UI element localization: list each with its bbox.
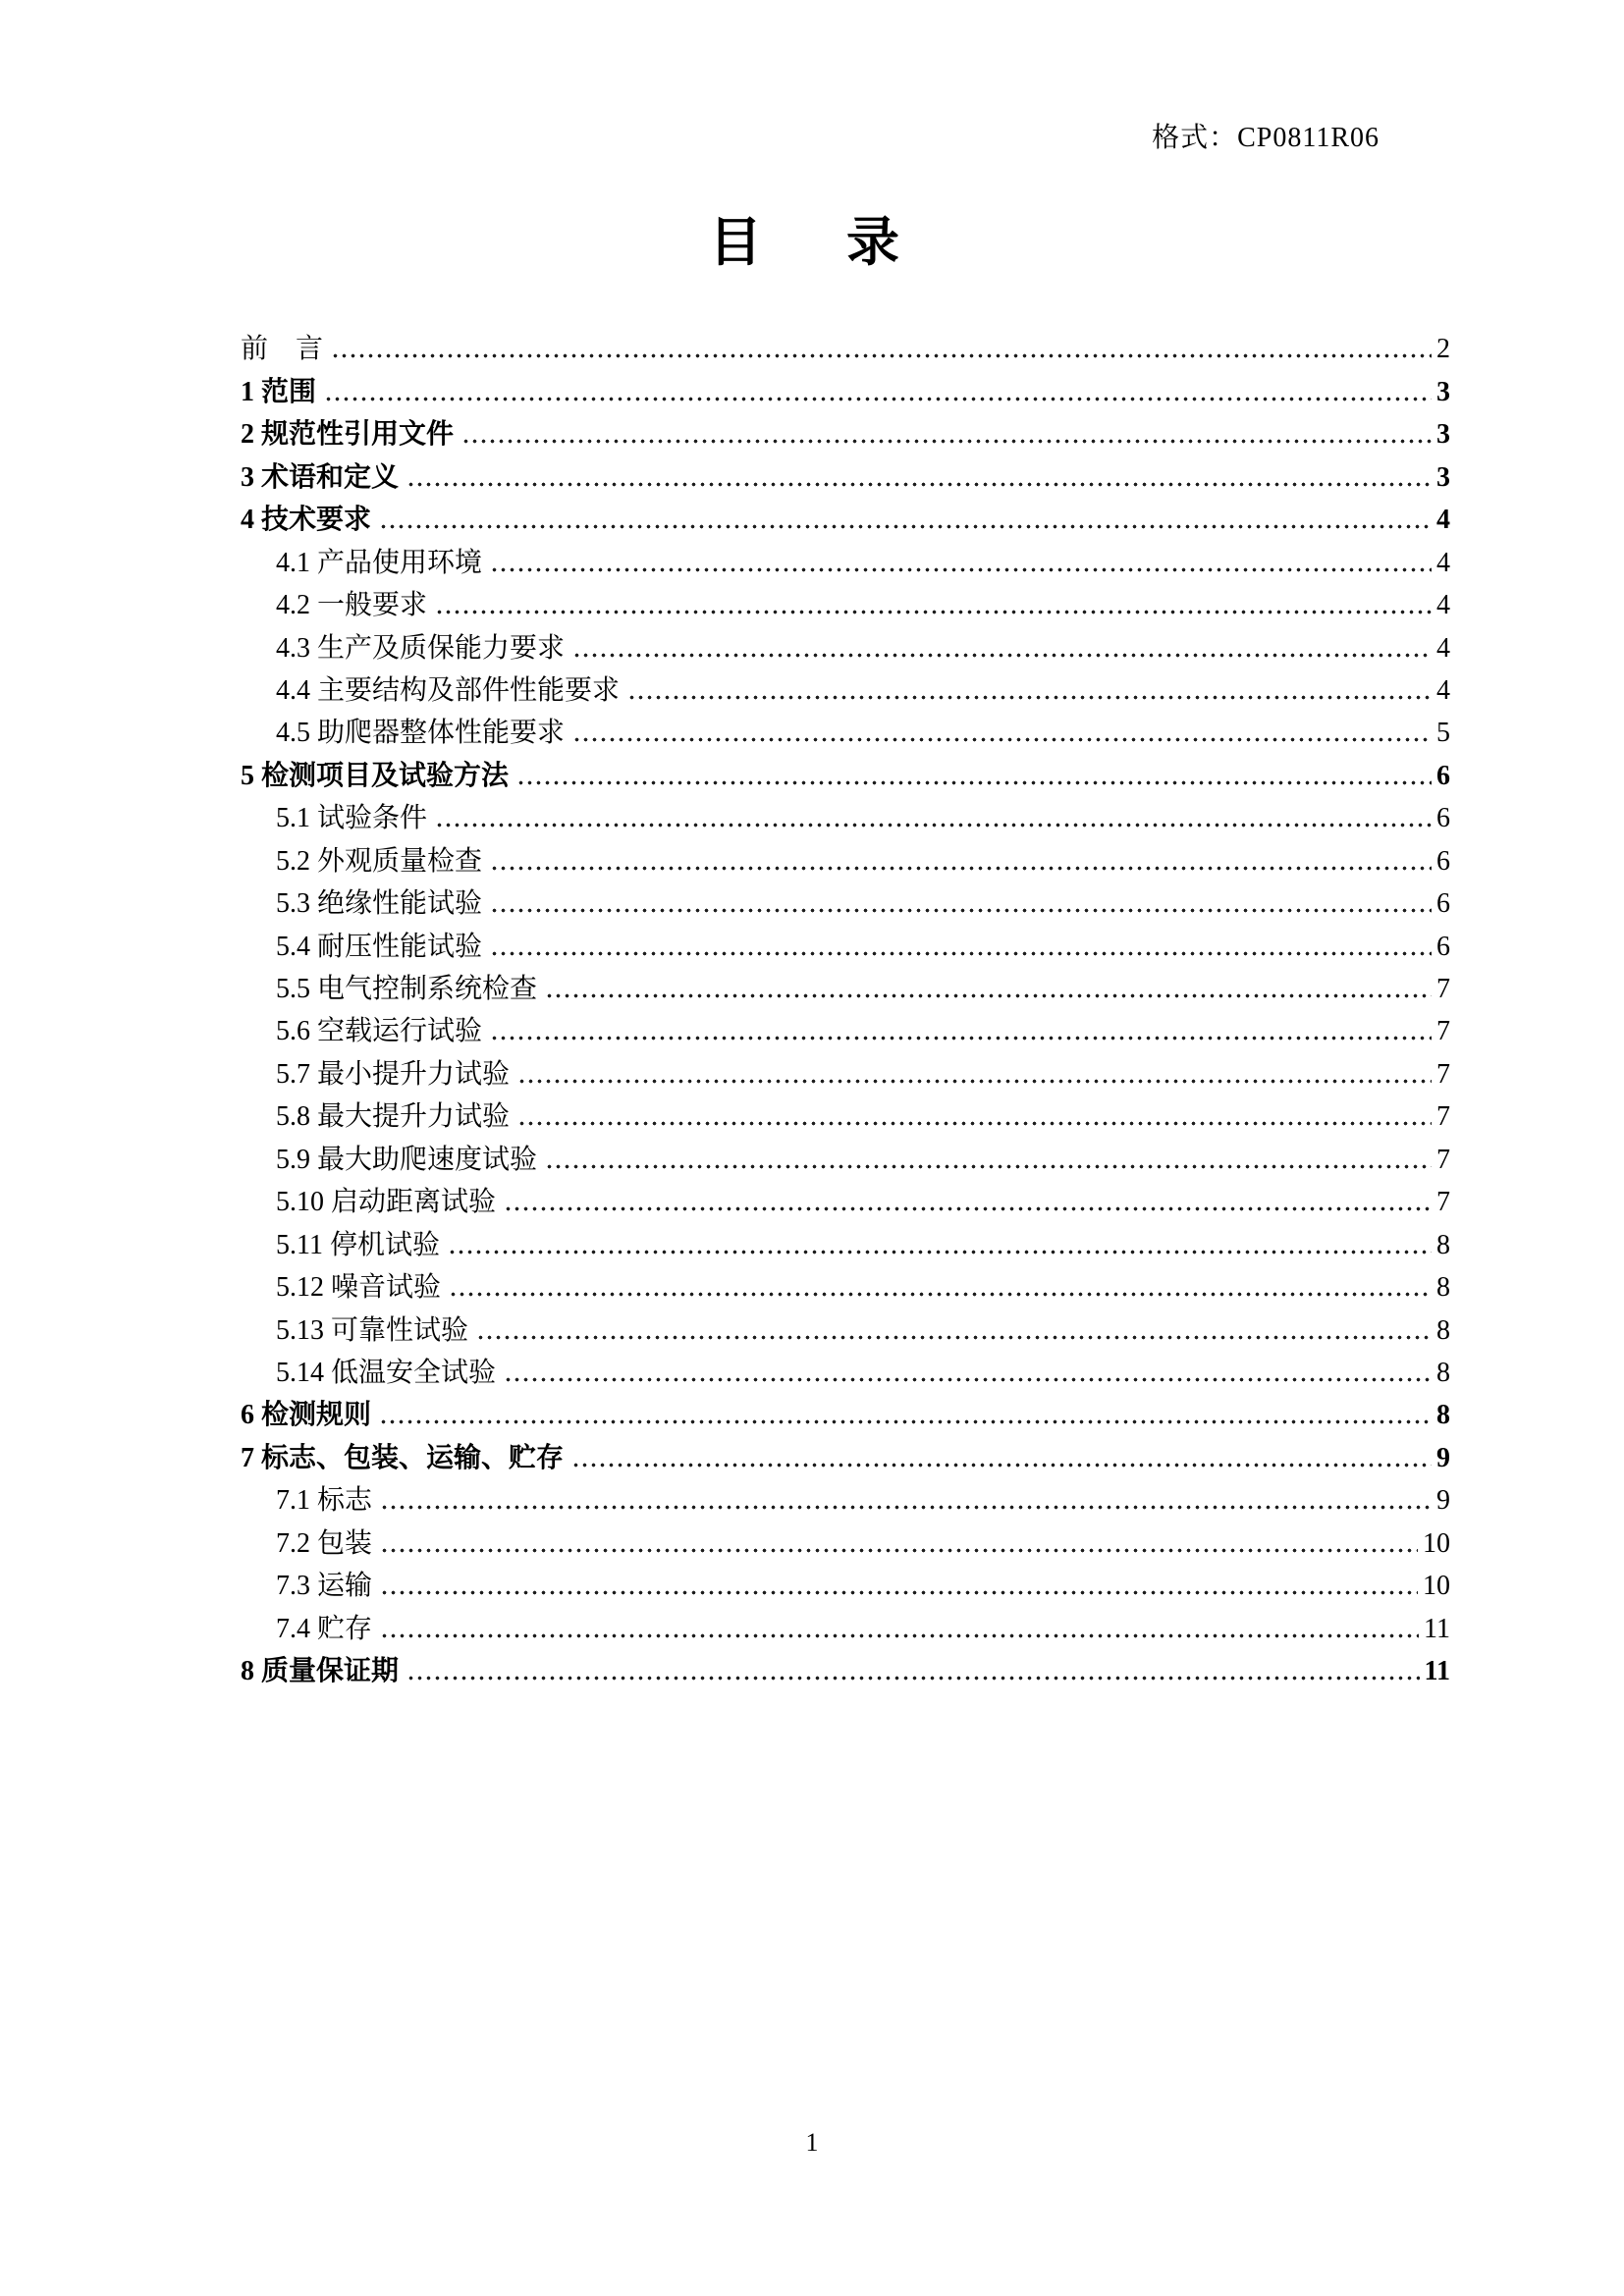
toc-entry-page-number: 6 (1436, 760, 1450, 791)
dot-leader (406, 454, 1432, 497)
dot-leader (379, 498, 1432, 540)
toc-entry-page-number: 6 (1436, 888, 1450, 920)
toc-entry-page-number: 6 (1436, 845, 1450, 877)
dot-leader (461, 412, 1432, 454)
toc-entry-page-number: 4 (1436, 590, 1450, 621)
toc-entry-page-number: 10 (1423, 1527, 1450, 1559)
toc-entry (241, 924, 1450, 966)
toc-entry-label: 5 检测项目及试验方法 (241, 760, 510, 791)
toc-entry-label: 5.6 空载运行试验 (276, 1016, 483, 1047)
toc-entry-label: 5.11 停机试验 (276, 1229, 440, 1260)
toc-entry-label: 5.13 可靠性试验 (276, 1314, 469, 1346)
toc-entry-page-number: 8 (1436, 1229, 1450, 1260)
toc-entry-label: 前 言 (241, 334, 324, 365)
toc-entry-page-number: 8 (1436, 1272, 1450, 1304)
toc-entry (241, 625, 1450, 667)
toc-entry (241, 1265, 1450, 1308)
toc-entry-label: 7 标志、包装、运输、贮存 (241, 1442, 565, 1473)
toc-entry-label: 4.3 生产及质保能力要求 (276, 632, 566, 664)
toc-entry-page-number: 9 (1436, 1485, 1450, 1517)
toc-entry (241, 668, 1450, 711)
dot-leader (379, 1393, 1432, 1435)
dot-leader (380, 1564, 1418, 1606)
dot-leader (572, 711, 1432, 753)
toc-entry-label: 4.5 助爬器整体性能要求 (276, 718, 566, 749)
toc-entry-label: 5.12 噪音试验 (276, 1272, 442, 1304)
toc-entry-page-number: 2 (1436, 334, 1450, 365)
dot-leader (449, 1265, 1432, 1308)
toc-entry-label: 5.8 最大提升力试验 (276, 1101, 511, 1133)
toc-entry-page-number: 10 (1423, 1571, 1450, 1602)
page-title: 目 录 (709, 213, 915, 272)
toc-entry (241, 412, 1450, 454)
toc-entry (241, 1222, 1450, 1264)
toc-entry (241, 1351, 1450, 1393)
toc-entry-page-number: 4 (1436, 547, 1450, 578)
dot-leader (627, 668, 1432, 711)
toc-entry-page-number: 7 (1436, 1016, 1450, 1047)
toc-entry (241, 327, 1450, 369)
toc-entry-page-number: 4 (1436, 674, 1450, 706)
toc-entry (241, 1393, 1450, 1435)
toc-entry-label: 7.1 标志 (276, 1485, 373, 1517)
dot-leader (571, 1435, 1432, 1477)
toc-entry (241, 498, 1450, 540)
toc-entry (241, 369, 1450, 411)
dot-leader (490, 540, 1432, 582)
toc-entry (241, 583, 1450, 625)
dot-leader (380, 1606, 1419, 1648)
toc-entry (241, 540, 1450, 582)
dot-leader (545, 967, 1432, 1009)
toc-entry-page-number: 11 (1424, 1613, 1450, 1644)
dot-leader (380, 1521, 1418, 1563)
dot-leader (504, 1180, 1432, 1222)
toc-entry-page-number: 7 (1436, 974, 1450, 1004)
toc-entry-label: 4.2 一般要求 (276, 590, 428, 621)
dot-leader (545, 1137, 1432, 1179)
toc-entry-page-number: 11 (1424, 1656, 1450, 1686)
toc-entry (241, 1564, 1450, 1606)
dot-leader (406, 1649, 1420, 1691)
dot-leader (490, 881, 1432, 924)
toc-entry (241, 881, 1450, 924)
dot-leader (476, 1308, 1432, 1350)
dot-leader (517, 1051, 1432, 1094)
toc-entry-label: 5.14 低温安全试验 (276, 1357, 497, 1388)
toc-entry-page-number: 3 (1436, 376, 1450, 407)
dot-leader (448, 1222, 1432, 1264)
toc-entry-page-number: 5 (1436, 718, 1450, 749)
toc-entry (241, 1095, 1450, 1137)
dot-leader (572, 625, 1432, 667)
toc-entry-page-number: 4 (1436, 505, 1450, 536)
toc-entry (241, 796, 1450, 838)
toc-entry-label: 5.10 启动距离试验 (276, 1187, 497, 1218)
dot-leader (324, 369, 1432, 411)
toc-entry-page-number: 7 (1436, 1101, 1450, 1133)
toc-entry (241, 967, 1450, 1009)
toc-entry-page-number: 6 (1436, 931, 1450, 962)
toc-entry-label: 5.1 试验条件 (276, 803, 428, 834)
toc-entry (241, 1009, 1450, 1051)
dot-leader (380, 1478, 1432, 1521)
toc-entry-label: 4 技术要求 (241, 505, 372, 536)
toc-entry-label: 5.5 电气控制系统检查 (276, 974, 538, 1004)
toc-entry-label: 5.2 外观质量检查 (276, 845, 483, 877)
toc-entry-page-number: 4 (1436, 632, 1450, 664)
dot-leader (490, 924, 1432, 966)
toc-entry (241, 1137, 1450, 1179)
dot-leader (516, 753, 1432, 795)
toc-entry (241, 1478, 1450, 1521)
dot-leader (490, 1009, 1432, 1051)
toc-entry (241, 1308, 1450, 1350)
toc-entry-label: 7.3 运输 (276, 1571, 373, 1602)
format-code-label: 格式：CP0811R06 (1152, 123, 1380, 153)
toc-entry-label: 7.4 贮存 (276, 1613, 373, 1644)
toc-entry (241, 1606, 1450, 1648)
toc-entry-label: 5.9 最大助爬速度试验 (276, 1144, 538, 1175)
toc-entry-label: 5.3 绝缘性能试验 (276, 888, 483, 920)
toc-entry-label: 5.7 最小提升力试验 (276, 1058, 511, 1090)
toc-entry-label: 3 术语和定义 (241, 461, 400, 493)
toc-entry (241, 1435, 1450, 1477)
toc-entry-label: 2 规范性引用文件 (241, 419, 455, 451)
dot-leader (504, 1351, 1432, 1393)
toc-entry (241, 753, 1450, 795)
toc-entry-page-number: 6 (1436, 803, 1450, 834)
toc-entry-label: 1 范围 (241, 376, 317, 407)
toc-entry (241, 1649, 1450, 1691)
toc-entry-label: 4.4 主要结构及部件性能要求 (276, 674, 621, 706)
dot-leader (517, 1095, 1432, 1137)
toc-entry (241, 838, 1450, 881)
toc-entry-page-number: 8 (1436, 1400, 1450, 1431)
toc-entry-page-number: 7 (1436, 1058, 1450, 1090)
toc-entry-label: 4.1 产品使用环境 (276, 547, 483, 578)
toc-entry-label: 7.2 包装 (276, 1527, 373, 1559)
toc-entry-label: 8 质量保证期 (241, 1656, 400, 1686)
toc-entry-page-number: 7 (1436, 1144, 1450, 1175)
toc-entry (241, 1051, 1450, 1094)
toc-entry-page-number: 3 (1436, 419, 1450, 451)
toc-entry-label: 6 检测规则 (241, 1400, 372, 1431)
toc-entry (241, 711, 1450, 753)
toc-entry-page-number: 7 (1436, 1187, 1450, 1218)
toc-entry (241, 1180, 1450, 1222)
toc-entry (241, 454, 1450, 497)
toc-entry-page-number: 3 (1436, 461, 1450, 493)
dot-leader (331, 327, 1432, 369)
toc-entry (241, 1521, 1450, 1563)
toc-entry-page-number: 9 (1436, 1442, 1450, 1473)
toc-entry-label: 5.4 耐压性能试验 (276, 931, 483, 962)
toc-entry-page-number: 8 (1436, 1314, 1450, 1346)
toc-list (241, 327, 1450, 1691)
toc-entry-page-number: 8 (1436, 1357, 1450, 1388)
dot-leader (490, 838, 1432, 881)
dot-leader (435, 796, 1432, 838)
footer-page-number: 1 (805, 2128, 819, 2157)
dot-leader (435, 583, 1432, 625)
